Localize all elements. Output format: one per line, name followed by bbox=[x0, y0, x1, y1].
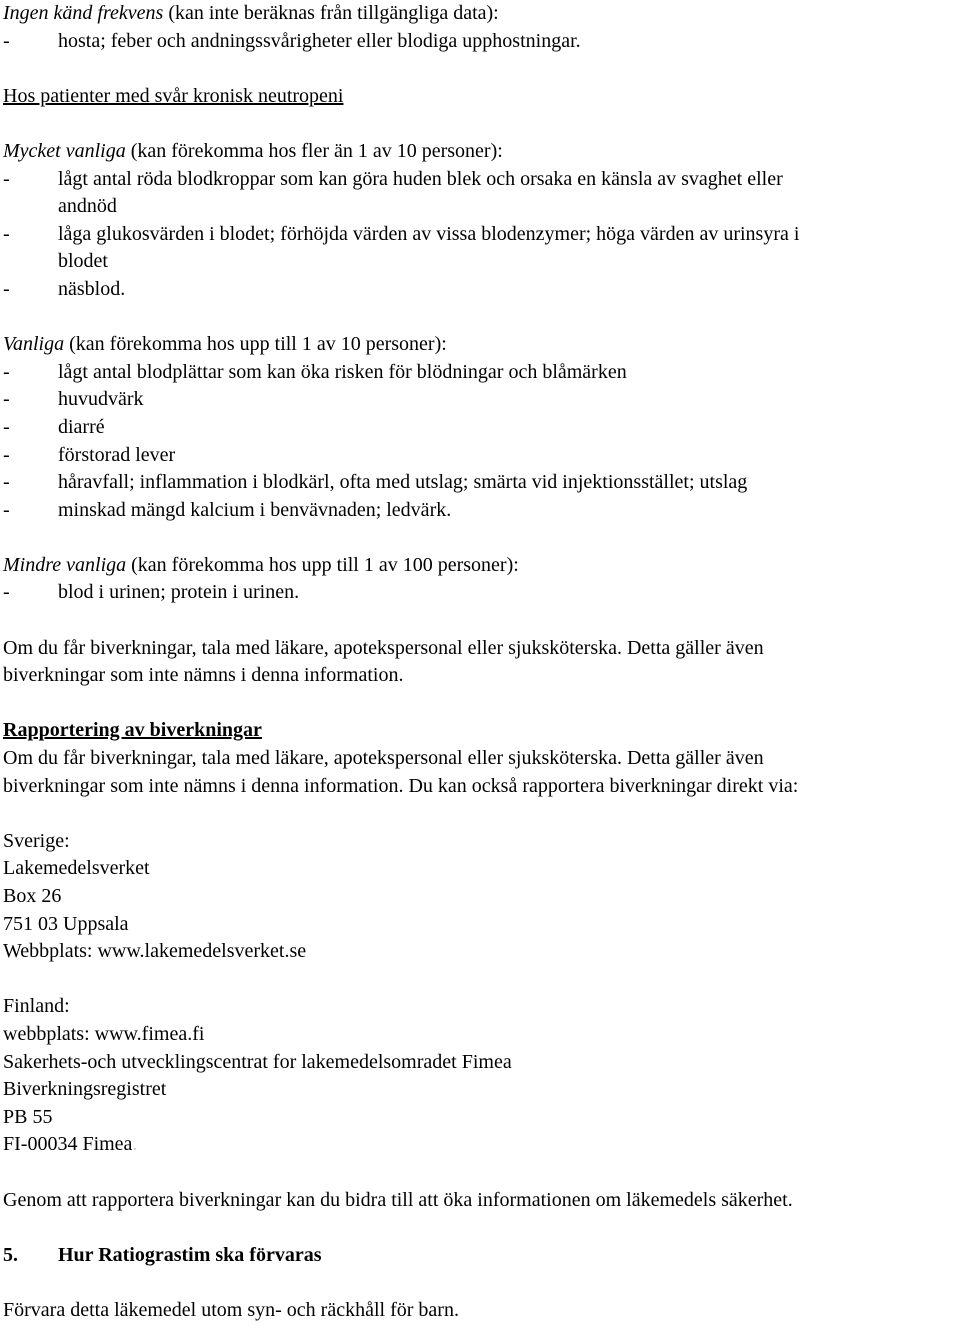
finland-registry: Biverkningsregistret bbox=[3, 1078, 167, 1101]
section-number: 5. bbox=[3, 1243, 18, 1266]
list-item-continuation: blodet bbox=[58, 250, 108, 273]
neutropenia-heading: Hos patienter med svår kronisk neutropeni bbox=[3, 84, 344, 107]
list-item: - lågt antal blodplättar som kan öka risken för blödningar och blåmärken bbox=[3, 360, 627, 383]
frequency-label: Mindre vanliga bbox=[3, 553, 127, 576]
reporting-text: biverkningar som inte nämns i denna information. Du kan också rapportera biverkningar direkt via: bbox=[3, 774, 799, 797]
list-item: - minskad mängd kalcium i benvävnaden; ledvärk. bbox=[3, 498, 452, 521]
list-item: - förstorad lever bbox=[3, 443, 176, 466]
list-item: - blod i urinen; protein i urinen. bbox=[3, 581, 300, 604]
frequency-label: Vanliga bbox=[3, 333, 65, 356]
sweden-country: Sverige: bbox=[3, 829, 70, 852]
list-item-continuation: andnöd bbox=[58, 195, 117, 218]
leaflet-page bbox=[3, 0, 958, 1325]
list-item: - diarré bbox=[3, 415, 105, 438]
finland-website: webbplats: www.fimea.fi bbox=[3, 1022, 205, 1045]
finland-agency: Sakerhets-och utvecklingscentrat for lakemedelsomradet Fimea bbox=[3, 1050, 512, 1073]
section-5-heading bbox=[3, 1242, 958, 1270]
uncommon-intro: Mindre vanliga (kan förekomma hos upp till 1 av 100 personer): bbox=[3, 553, 519, 576]
list-item: - låga glukosvärden i blodet; förhöjda värden av vissa blodenzymer; höga värden av urinsyra i bbox=[3, 222, 800, 245]
finland-country: Finland: bbox=[3, 995, 70, 1018]
frequency-label: Ingen känd frekvens bbox=[3, 2, 164, 24]
frequency-label: Mycket vanliga bbox=[3, 139, 126, 162]
sweden-postal: 751 03 Uppsala bbox=[3, 912, 129, 935]
reporting-heading: Rapportering av biverkningar bbox=[3, 719, 262, 742]
section-title: Hur Ratiograstim ska förvaras bbox=[58, 1243, 322, 1266]
sweden-website: Webbplats: www.lakemedelsverket.se bbox=[3, 940, 307, 963]
reporting-text: Om du får biverkningar, tala med läkare, apotekspersonal eller sjuksköterska. Detta gäller även bbox=[3, 747, 764, 770]
notice-text: Om du får biverkningar, tala med läkare, apotekspersonal eller sjuksköterska. Detta gäller även bbox=[3, 636, 764, 659]
list-item: - håravfall; inflammation i blodkärl, ofta med utslag; smärta vid injektionsstället; utslag bbox=[3, 471, 748, 494]
list-item: - näsblod. bbox=[3, 277, 126, 300]
list-item: - hosta; feber och andningssvårigheter eller blodiga upphostningar. bbox=[3, 29, 581, 52]
list-item: - huvudvärk bbox=[3, 388, 144, 411]
list-item: - lågt antal röda blodkroppar som kan göra huden blek och orsaka en känsla av svaghet eller bbox=[3, 167, 783, 190]
common-intro: Vanliga (kan förekomma hos upp till 1 av 10 personer): bbox=[3, 333, 447, 356]
safety-text: Genom att rapportera biverkningar kan du bidra till att öka informationen om läkemedels säkerhet. bbox=[3, 1188, 793, 1211]
finland-pb: PB 55 bbox=[3, 1105, 53, 1128]
notice-text: biverkningar som inte nämns i denna information. bbox=[3, 664, 404, 687]
finland-postal: FI-00034 Fimea. bbox=[3, 1133, 138, 1156]
very-common-intro: Mycket vanliga (kan förekomma hos fler än 1 av 10 personer): bbox=[3, 139, 503, 162]
storage-text: Förvara detta läkemedel utom syn- och räckhåll för barn. bbox=[3, 1298, 459, 1321]
sweden-box: Box 26 bbox=[3, 885, 62, 907]
sweden-agency: Lakemedelsverket bbox=[3, 857, 150, 880]
unknown-frequency-intro: Ingen känd frekvens (kan inte beräknas från tillgängliga data): bbox=[3, 2, 499, 24]
